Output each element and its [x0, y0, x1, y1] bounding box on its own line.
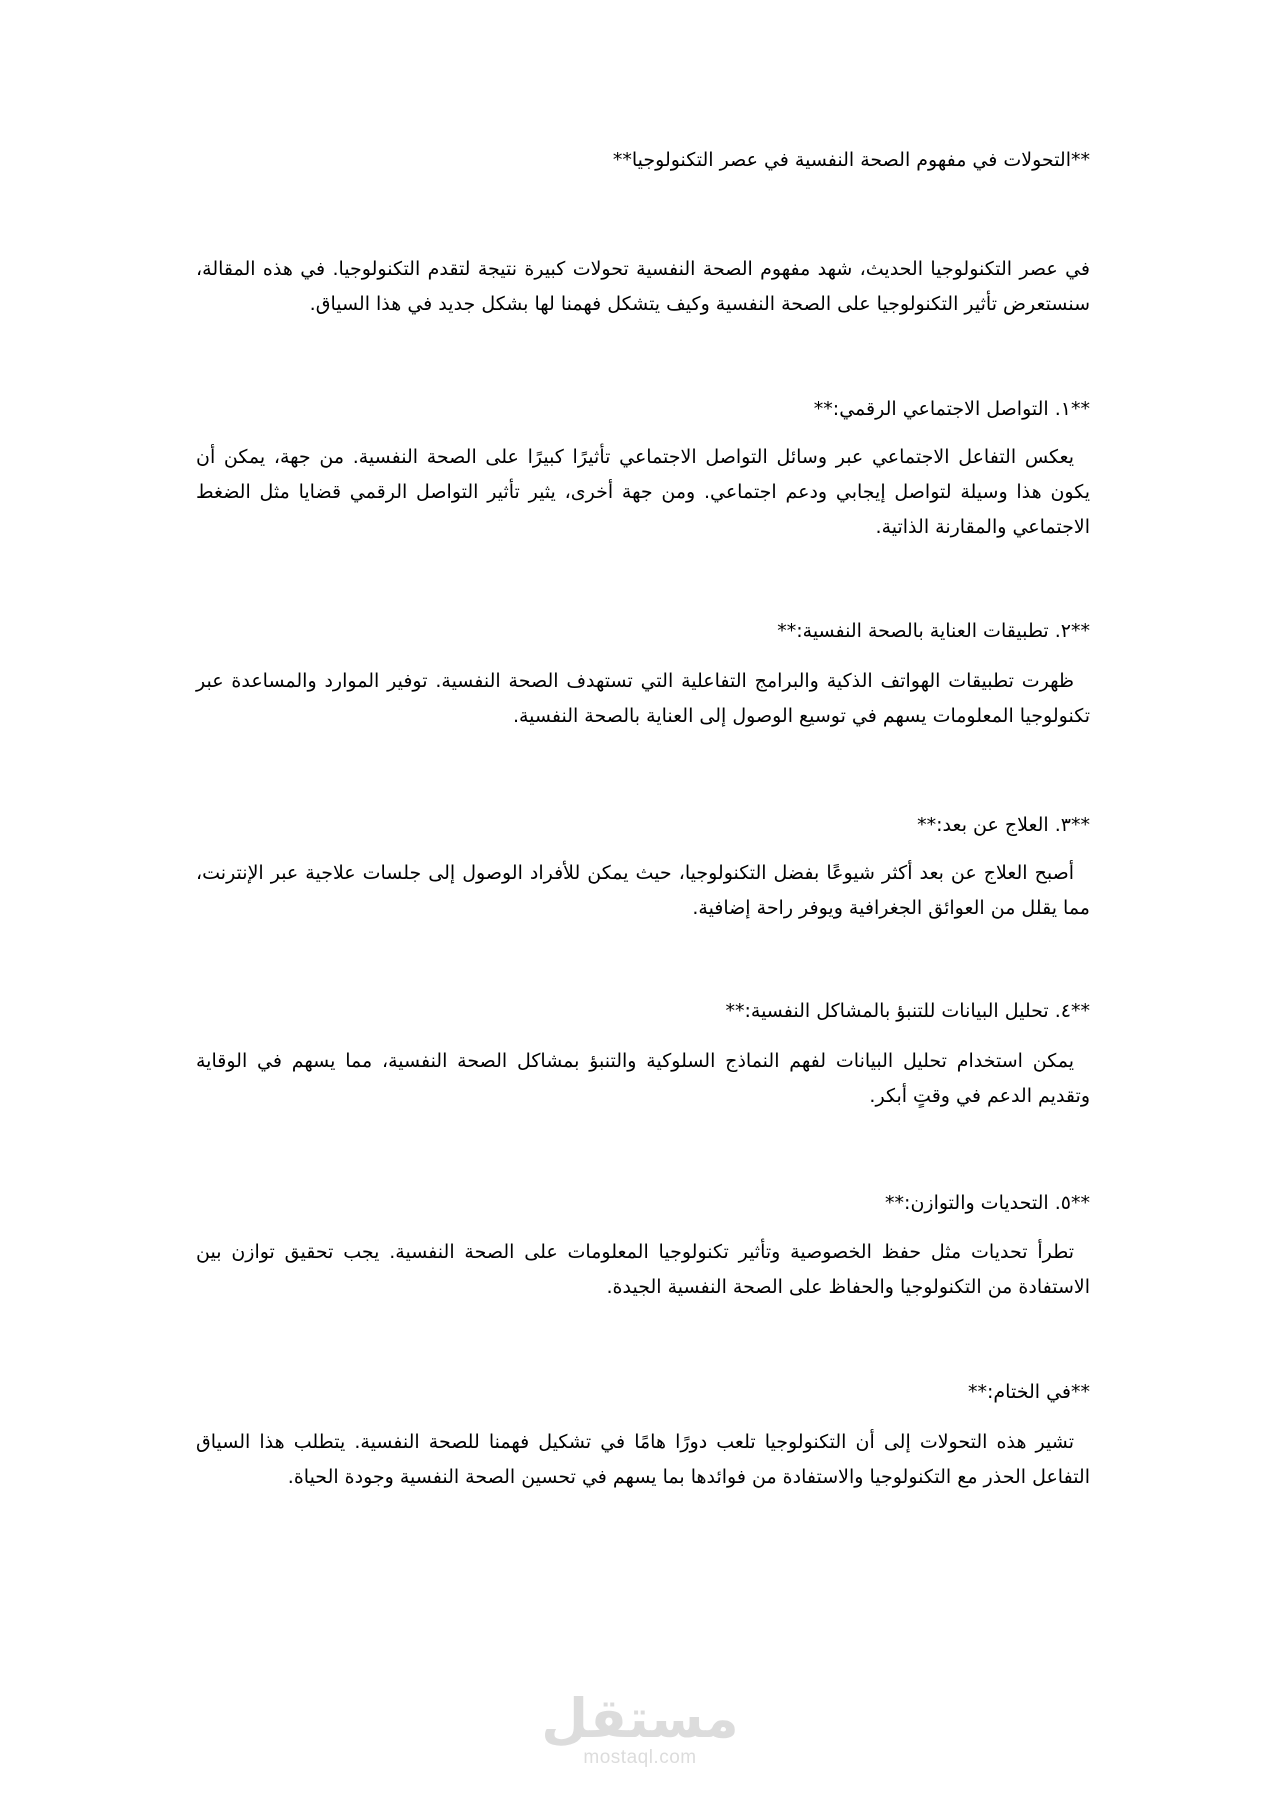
- section-body: يعكس التفاعل الاجتماعي عبر وسائل التواصل الاجتماعي تأثيرًا كبيرًا على الصحة النفسية. من جهة، يمكن أن يكون هذا وسيلة لتواصل إيجابي ودعم اجتماعي. ومن جهة أخرى، يثير تأثير التواصل الرقمي قضايا مثل الضغط الاجتماعي والمقارنة الذاتية.: [196, 446, 1090, 538]
- section-3-body-block: [196, 856, 1090, 926]
- section-heading: **٣. العلاج عن بعد:**: [917, 814, 1090, 836]
- section-body: يمكن استخدام تحليل البيانات لفهم النماذج السلوكية والتنبؤ بمشاكل الصحة النفسية، مما يسهم في الوقاية وتقديم الدعم في وقتٍ أبكر.: [196, 1050, 1090, 1107]
- watermark-logo-latin: mostaql.com: [583, 1747, 697, 1768]
- section-heading: **٥. التحديات والتوازن:**: [885, 1192, 1090, 1214]
- conclusion-body-block: [196, 1425, 1090, 1495]
- section-1: [196, 395, 1090, 423]
- section-4-body-block: [196, 1044, 1090, 1114]
- section-4: [196, 997, 1090, 1025]
- section-body: تشير هذه التحولات إلى أن التكنولوجيا تلعب دورًا هامًا في تشكيل فهمنا للصحة النفسية. يتطلب هذا السياق التفاعل الحذر مع التكنولوجيا والاستفادة من فوائدها بما يسهم في تحسين الصحة النفسية وجودة الحياة.: [196, 1431, 1090, 1488]
- document-title: **التحولات في مفهوم الصحة النفسية في عصر التكنولوجيا**: [612, 149, 1090, 171]
- section-2-body-block: [196, 664, 1090, 734]
- section-5-body-block: [196, 1235, 1090, 1305]
- section-heading: **في الختام:**: [968, 1381, 1090, 1403]
- mostaql-watermark: [540, 1687, 740, 1768]
- watermark-logo-arabic: مستقل: [541, 1687, 739, 1750]
- section-heading: **٢. تطبيقات العناية بالصحة النفسية:**: [777, 620, 1090, 642]
- section-2: [196, 617, 1090, 645]
- section-heading: **٤. تحليل البيانات للتنبؤ بالمشاكل النفسية:**: [725, 1000, 1090, 1022]
- conclusion: [196, 1378, 1090, 1406]
- document-title-block: [196, 146, 1090, 174]
- section-body: ظهرت تطبيقات الهواتف الذكية والبرامج التفاعلية التي تستهدف الصحة النفسية. توفير الموارد والمساعدة عبر تكنولوجيا المعلومات يسهم في توسيع الوصول إلى العناية بالصحة النفسية.: [196, 670, 1090, 727]
- section-1-body-block: [196, 440, 1090, 545]
- intro-paragraph: في عصر التكنولوجيا الحديث، شهد مفهوم الصحة النفسية تحولات كبيرة نتيجة لتقدم التكنولوجيا. في هذه المقالة، سنستعرض تأثير التكنولوجيا على الصحة النفسية وكيف يتشكل فهمنا لها بشكل جديد في هذا السياق.: [196, 258, 1090, 315]
- intro-block: [196, 252, 1090, 322]
- section-heading: **١. التواصل الاجتماعي الرقمي:**: [813, 398, 1090, 420]
- section-3: [196, 811, 1090, 839]
- section-5: [196, 1189, 1090, 1217]
- section-body: أصبح العلاج عن بعد أكثر شيوعًا بفضل التكنولوجيا، حيث يمكن للأفراد الوصول إلى جلسات علاجية عبر الإنترنت، مما يقلل من العوائق الجغرافية ويوفر راحة إضافية.: [196, 862, 1090, 919]
- section-body: تطرأ تحديات مثل حفظ الخصوصية وتأثير تكنولوجيا المعلومات على الصحة النفسية. يجب تحقيق توازن بين الاستفادة من التكنولوجيا والحفاظ على الصحة النفسية الجيدة.: [196, 1241, 1090, 1298]
